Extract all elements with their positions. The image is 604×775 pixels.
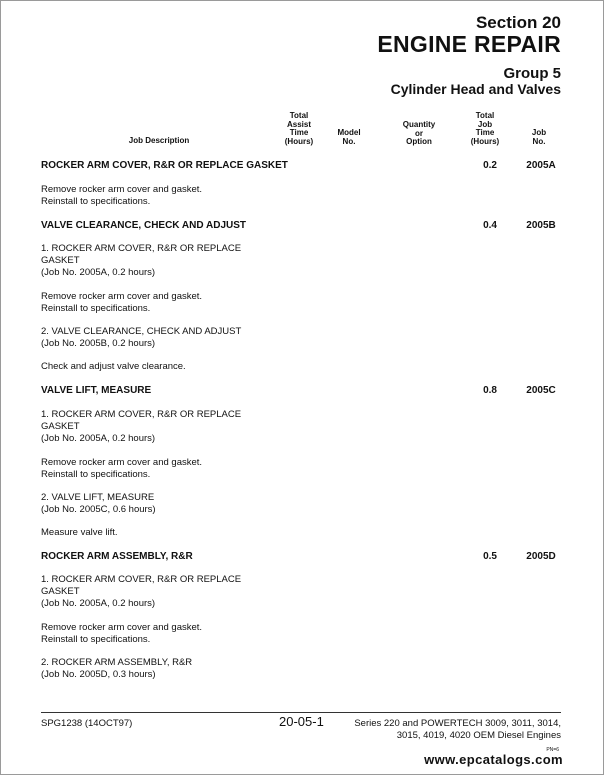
section-heading: Section 20 [475,13,561,32]
column-header-job-time: Total Job Time (Hours) [470,111,500,146]
job-time: 0.2 [483,160,497,171]
job-step-text: 1. ROCKER ARM COVER, R&R OR REPLACE GASKET (Job No. 2005A, 0.2 hours) [41,409,242,444]
footer-code: PN=6 [546,747,559,753]
job-title: ROCKER ARM ASSEMBLY, R&R [41,551,193,562]
footer-divider [41,712,561,713]
job-number: 2005B [526,220,556,231]
job-step-text: Remove rocker arm cover and gasket. Reinstall to specifications. [41,184,203,207]
job-step-text: Measure valve lift. [41,527,118,538]
column-header-assist-time: Total Assist Time (Hours) [284,111,314,146]
job-time: 0.8 [483,385,497,396]
footer-page-number: 20-05-1 [279,714,324,729]
job-step-text: Remove rocker arm cover and gasket. Reinstall to specifications. [41,622,203,645]
column-header-model-no: Model No. [337,128,361,146]
page-title: ENGINE REPAIR [377,31,561,57]
job-number: 2005C [526,385,556,396]
job-step-text: 2. ROCKER ARM ASSEMBLY, R&R (Job No. 2005D, 0.3 hours) [41,657,193,680]
job-step-text: Remove rocker arm cover and gasket. Reinstall to specifications. [41,291,203,314]
job-step-text: 1. ROCKER ARM COVER, R&R OR REPLACE GASKET (Job No. 2005A, 0.2 hours) [41,243,242,278]
job-number: 2005A [526,160,556,171]
job-title: ROCKER ARM COVER, R&R OR REPLACE GASKET [41,160,288,171]
column-header-job-description: Job Description [128,136,190,145]
job-number: 2005D [526,551,556,562]
job-step-text: Check and adjust valve clearance. [41,361,186,372]
column-header-quantity-option: Quantity or Option [402,120,436,147]
column-header-job-no: Job No. [531,128,547,146]
job-time: 0.5 [483,551,497,562]
job-time: 0.4 [483,220,497,231]
job-step-text: 2. VALVE LIFT, MEASURE (Job No. 2005C, 0.6 hours) [41,492,156,515]
group-heading: Group 5 [503,65,561,82]
footer-doc-id: SPG1238 (14OCT97) [41,718,133,729]
job-row [41,160,561,171]
job-row [41,551,561,562]
watermark-text: www.epcatalogs.com [424,752,563,767]
job-step-text: 2. VALVE CLEARANCE, CHECK AND ADJUST (Job No. 2005B, 0.2 hours) [41,326,242,349]
job-row [41,385,561,396]
job-row [41,220,561,231]
group-subtitle: Cylinder Head and Valves [390,81,561,97]
job-step-text: 1. ROCKER ARM COVER, R&R OR REPLACE GASKET (Job No. 2005A, 0.2 hours) [41,574,242,609]
footer-series: Series 220 and POWERTECH 3009, 3011, 3014, 3015, 4019, 4020 OEM Diesel Engines [354,718,561,741]
job-title: VALVE LIFT, MEASURE [41,385,152,396]
job-step-text: Remove rocker arm cover and gasket. Reinstall to specifications. [41,457,203,480]
job-title: VALVE CLEARANCE, CHECK AND ADJUST [41,220,247,231]
